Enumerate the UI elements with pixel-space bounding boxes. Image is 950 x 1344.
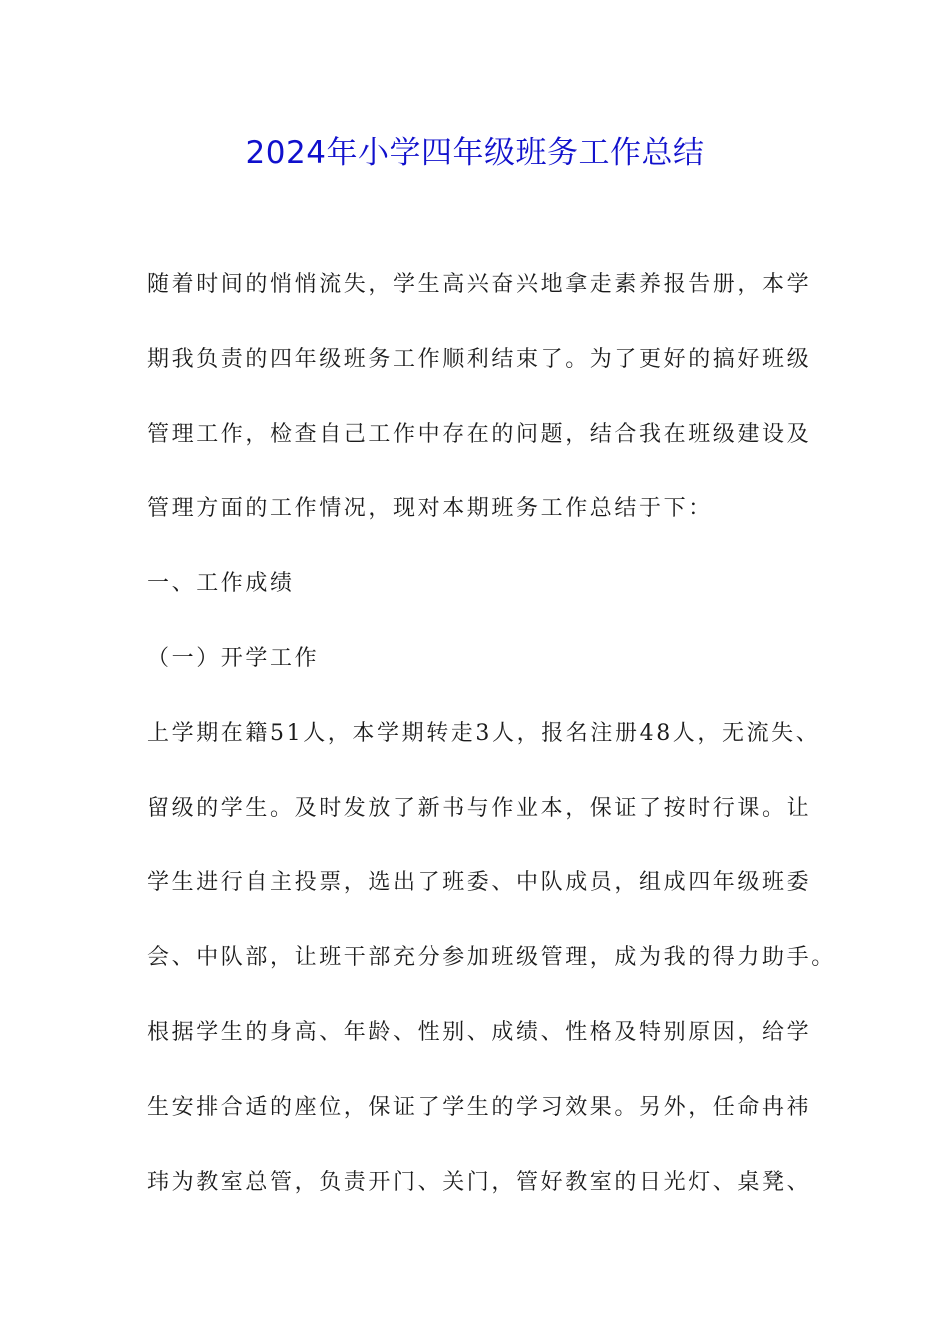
paragraph-line: 根据学生的身高、年龄、性别、成绩、性格及特别原因，给学 [147, 1019, 812, 1045]
paragraph-line: 上学期在籍51人，本学期转走3人，报名注册48人，无流失、 [147, 720, 821, 746]
paragraph-line: 期我负责的四年级班务工作顺利结束了。为了更好的搞好班级 [147, 346, 812, 372]
paragraph-line: 会、中队部，让班干部充分参加班级管理，成为我的得力助手。 [147, 945, 836, 971]
paragraph-line: 玮为教室总管，负责开门、关门，管好教室的日光灯、桌凳、 [147, 1169, 812, 1195]
paragraph-line: 学生进行自主投票，选出了班委、中队成员，组成四年级班委 [147, 870, 812, 896]
paragraph-line: 管理方面的工作情况，现对本期班务工作总结于下： [147, 496, 713, 522]
paragraph-line: 管理工作，检查自己工作中存在的问题，结合我在班级建设及 [147, 421, 812, 447]
section-heading: 一、工作成绩 [147, 571, 295, 597]
paragraph-line: 留级的学生。及时发放了新书与作业本，保证了按时行课。让 [147, 795, 812, 821]
document-title: 2024年小学四年级班务工作总结 [245, 135, 705, 171]
document-body [147, 262, 836, 1234]
paragraph-line: 随着时间的悄悄流失，学生高兴奋兴地拿走素养报告册，本学 [147, 272, 812, 297]
subsection-heading: （一）开学工作 [147, 645, 320, 671]
paragraph-line: 生安排合适的座位，保证了学生的学习效果。另外，任命冉祎 [147, 1094, 812, 1120]
